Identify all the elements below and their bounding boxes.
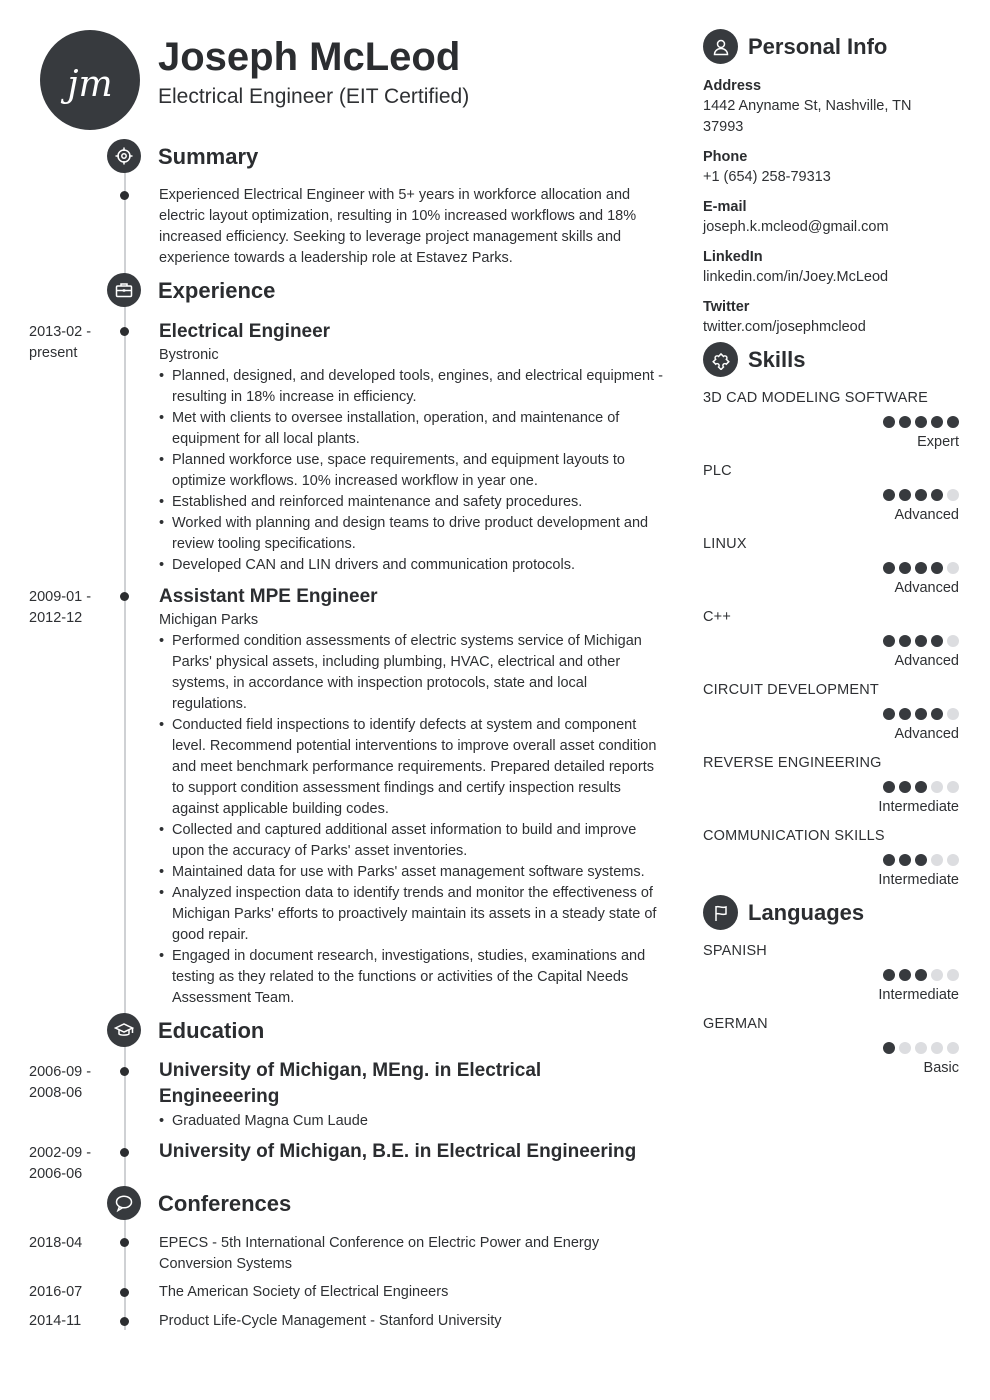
skill-name: PLC xyxy=(703,463,732,479)
rating-dot-filled xyxy=(915,489,927,501)
section-title-personal-info: Personal Info xyxy=(748,34,888,59)
education-degree: University of Michigan, B.E. in Electrical Engineering xyxy=(159,1141,637,1162)
briefcase-icon xyxy=(107,273,141,307)
timeline-dot xyxy=(120,327,129,336)
skill-name: COMMUNICATION SKILLS xyxy=(703,828,885,844)
rating-dot-filled xyxy=(915,416,927,428)
list-item: • Planned workforce use, space requirements, and equipment layouts to optimize workflows. 10% increased workflow in year one. xyxy=(159,450,664,492)
rating-dot-empty xyxy=(915,1042,927,1054)
rating-dot-empty xyxy=(899,1042,911,1054)
skill-name: CIRCUIT DEVELOPMENT xyxy=(703,682,879,698)
rating-dot-filled xyxy=(899,854,911,866)
conference-date: 2014-11 xyxy=(29,1313,82,1329)
rating-dot-empty xyxy=(947,708,959,720)
list-item: • Worked with planning and design teams to drive product development and review tooling specifications. xyxy=(159,513,664,555)
list-item: • Graduated Magna Cum Laude xyxy=(159,1111,664,1132)
rating-dot-filled xyxy=(931,708,943,720)
linkedin-link[interactable]: linkedin.com/in/Joey.McLeod xyxy=(703,269,889,285)
conference-name: The American Society of Electrical Engineers xyxy=(159,1284,449,1300)
timeline-dot xyxy=(120,1288,129,1297)
job-company: Michigan Parks xyxy=(159,612,259,628)
list-item: • Analyzed inspection data to identify trends and monitor the effectiveness of Michigan Parks' efforts to proactively maintain its assets in a steady state of good repair. xyxy=(159,883,664,946)
job-bullets xyxy=(159,366,664,576)
skill-rating xyxy=(883,781,959,793)
address-value: 1442 Anyname St, Nashville, TN 37993 xyxy=(703,98,912,135)
job-role: Assistant MPE Engineer xyxy=(159,586,378,607)
language-rating xyxy=(883,969,959,981)
graduation-cap-icon xyxy=(107,1013,141,1047)
timeline-dot xyxy=(120,1067,129,1076)
job-date: 2013-02 - present xyxy=(29,324,92,361)
rating-dot-filled xyxy=(899,969,911,981)
section-title-skills: Skills xyxy=(748,347,806,372)
rating-dot-filled xyxy=(883,969,895,981)
user-icon xyxy=(703,29,738,64)
skill-rating xyxy=(883,708,959,720)
skill-rating xyxy=(883,489,959,501)
list-item: • Collected and captured additional asset information to build and improve upon the accuracy of Parks' asset inventories. xyxy=(159,820,664,862)
language-name: GERMAN xyxy=(703,1016,768,1032)
timeline-dot xyxy=(120,191,129,200)
skill-rating xyxy=(883,854,959,866)
twitter-link[interactable]: twitter.com/josephmcleod xyxy=(703,319,866,335)
candidate-name: Joseph McLeod xyxy=(158,35,461,79)
list-item: • Performed condition assessments of electric systems service of Michigan Parks' physical assets, including plumbing, HVAC, electrical and other systems, in accordance with inspection protocols, state and local regulations. xyxy=(159,631,664,715)
rating-dot-empty xyxy=(947,489,959,501)
rating-dot-filled xyxy=(883,562,895,574)
rating-dot-filled xyxy=(931,562,943,574)
rating-dot-empty xyxy=(947,781,959,793)
rating-dot-empty xyxy=(931,969,943,981)
rating-dot-empty xyxy=(947,1042,959,1054)
phone-value: +1 (654) 258-79313 xyxy=(703,169,831,185)
skill-level: Advanced xyxy=(894,507,959,523)
language-name: SPANISH xyxy=(703,943,767,959)
rating-dot-filled xyxy=(915,562,927,574)
rating-dot-filled xyxy=(931,489,943,501)
skill-level: Advanced xyxy=(894,580,959,596)
rating-dot-filled xyxy=(931,416,943,428)
rating-dot-filled xyxy=(947,416,959,428)
rating-dot-empty xyxy=(947,969,959,981)
rating-dot-filled xyxy=(883,635,895,647)
list-item: • Met with clients to oversee installation, operation, and maintenance of equipment for all local plants. xyxy=(159,408,664,450)
rating-dot-empty xyxy=(931,1042,943,1054)
rating-dot-filled xyxy=(915,635,927,647)
rating-dot-filled xyxy=(915,708,927,720)
timeline-dot xyxy=(120,1238,129,1247)
rating-dot-empty xyxy=(947,854,959,866)
target-icon xyxy=(107,139,141,173)
skill-level: Expert xyxy=(917,434,959,450)
rating-dot-filled xyxy=(915,969,927,981)
list-item: • Developed CAN and LIN drivers and communication protocols. xyxy=(159,555,664,576)
list-item: • Engaged in document research, investigations, studies, examinations and testing as they related to the functions or activities of the Capital Needs Assessment Team. xyxy=(159,946,664,1009)
conference-date: 2018-04 xyxy=(29,1235,83,1251)
education-date: 2006-09 - 2008-06 xyxy=(29,1064,92,1101)
skill-name: REVERSE ENGINEERING xyxy=(703,755,882,771)
rating-dot-empty xyxy=(947,562,959,574)
info-label: Phone xyxy=(703,149,748,165)
email-link[interactable]: joseph.k.mcleod@gmail.com xyxy=(703,219,889,235)
rating-dot-filled xyxy=(915,781,927,793)
conference-date: 2016-07 xyxy=(29,1284,83,1300)
skill-rating xyxy=(883,635,959,647)
rating-dot-filled xyxy=(931,635,943,647)
rating-dot-filled xyxy=(899,416,911,428)
skill-name: C++ xyxy=(703,609,732,625)
skill-level: Intermediate xyxy=(878,872,959,888)
rating-dot-filled xyxy=(899,781,911,793)
conference-name: Product Life-Cycle Management - Stanford University xyxy=(159,1313,502,1329)
job-date: 2009-01 - 2012-12 xyxy=(29,589,92,626)
monogram-avatar xyxy=(40,30,140,130)
rating-dot-filled xyxy=(899,489,911,501)
list-item: • Planned, designed, and developed tools, engines, and electrical equipment - resulting in 18% increase in efficiency. xyxy=(159,366,664,408)
rating-dot-empty xyxy=(931,854,943,866)
list-item: • Maintained data for use with Parks' asset management software systems. xyxy=(159,862,664,883)
education-date: 2002-09 - 2006-06 xyxy=(29,1145,92,1182)
job-bullets xyxy=(159,631,664,1009)
education-bullets xyxy=(159,1111,664,1132)
section-title-summary: Summary xyxy=(158,144,259,169)
rating-dot-empty xyxy=(931,781,943,793)
rating-dot-filled xyxy=(899,562,911,574)
speech-bubble-icon xyxy=(107,1186,141,1220)
info-label: LinkedIn xyxy=(703,249,763,265)
skill-name: 3D CAD MODELING SOFTWARE xyxy=(703,390,929,406)
education-degree: University of Michigan, MEng. in Electrical Engineeering xyxy=(159,1060,542,1107)
rating-dot-filled xyxy=(899,708,911,720)
job-role: Electrical Engineer xyxy=(159,321,331,342)
monogram-text: jm xyxy=(67,63,113,105)
language-level: Basic xyxy=(923,1060,959,1076)
info-label: Twitter xyxy=(703,299,750,315)
rating-dot-filled xyxy=(883,1042,895,1054)
candidate-title: Electrical Engineer (EIT Certified) xyxy=(158,85,470,108)
puzzle-piece-icon xyxy=(703,342,738,377)
rating-dot-filled xyxy=(883,708,895,720)
skill-rating xyxy=(883,562,959,574)
info-label: E-mail xyxy=(703,199,747,215)
language-rating xyxy=(883,1042,959,1054)
timeline-dot xyxy=(120,1148,129,1157)
summary-text: Experienced Electrical Engineer with 5+ years in workforce allocation and electric layout optimization, resulting in 10% increased workflows and 18% increased efficiency. Seeking to leverage project management skills and experience towards a leadership role at Estavez Parks. xyxy=(159,187,637,266)
language-level: Intermediate xyxy=(878,987,959,1003)
section-title-education: Education xyxy=(158,1018,265,1043)
info-label: Address xyxy=(703,78,762,94)
flag-icon xyxy=(703,895,738,930)
skill-level: Advanced xyxy=(894,653,959,669)
skill-name: LINUX xyxy=(703,536,747,552)
rating-dot-filled xyxy=(915,854,927,866)
rating-dot-empty xyxy=(947,635,959,647)
skill-level: Intermediate xyxy=(878,799,959,815)
section-title-conferences: Conferences xyxy=(158,1191,292,1216)
rating-dot-filled xyxy=(883,489,895,501)
job-company: Bystronic xyxy=(159,347,219,363)
skill-rating xyxy=(883,416,959,428)
rating-dot-filled xyxy=(899,635,911,647)
list-item: • Conducted field inspections to identify defects at system and component level. Recommend potential interventions to improve overall asset condition and meet benchmark performance requirements. Prepared detailed reports to support condition assessment findings and certify inspection results against applicable building codes. xyxy=(159,715,664,820)
rating-dot-filled xyxy=(883,854,895,866)
rating-dot-filled xyxy=(883,781,895,793)
timeline-dot xyxy=(120,592,129,601)
conference-name: EPECS - 5th International Conference on Electric Power and Energy Conversion Systems xyxy=(159,1235,600,1272)
section-title-experience: Experience xyxy=(158,278,276,303)
list-item: • Established and reinforced maintenance and safety procedures. xyxy=(159,492,664,513)
skill-level: Advanced xyxy=(894,726,959,742)
timeline-dot xyxy=(120,1317,129,1326)
section-title-languages: Languages xyxy=(748,900,865,925)
rating-dot-filled xyxy=(883,416,895,428)
